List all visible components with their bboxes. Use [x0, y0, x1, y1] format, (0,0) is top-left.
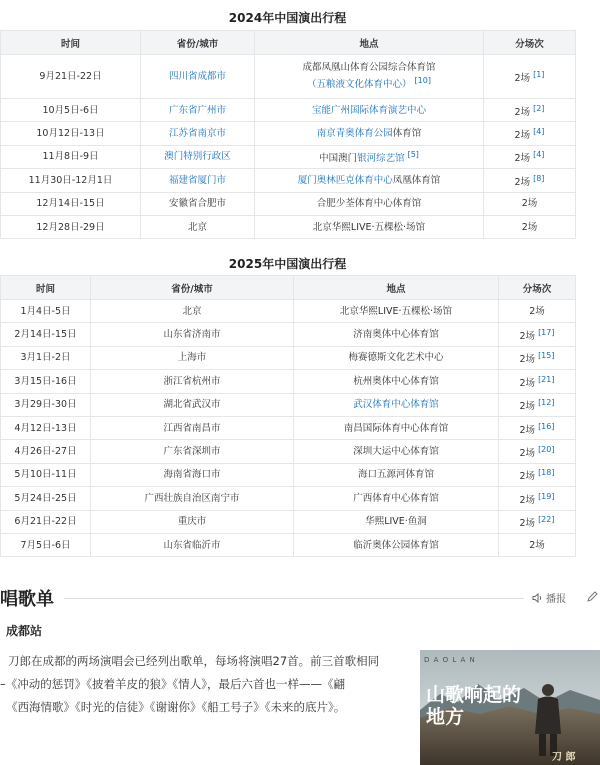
ref-link[interactable]: [15] — [538, 351, 555, 361]
listen-label: 播报 — [546, 594, 566, 605]
count-cell — [499, 393, 576, 416]
venue-link[interactable]: 宝能广州国际体育演艺中心 — [255, 99, 484, 122]
city-cell: 海南省海口市 — [91, 463, 294, 486]
tour-2024-table — [0, 30, 576, 239]
date-cell: 3月1日-2日 — [1, 346, 91, 369]
ref-link[interactable]: [2] — [533, 103, 545, 113]
table-row — [1, 300, 576, 323]
venue-cell: 广西体育中心体育馆 — [294, 487, 499, 510]
table-row — [1, 533, 576, 556]
count-text: 2场 — [519, 424, 536, 436]
venue-link[interactable]: 武汉体育中心体育馆 — [294, 393, 499, 416]
venue-link[interactable]: （五粮液文化体育中心） — [307, 79, 412, 91]
ref-link[interactable]: [8] — [533, 173, 545, 183]
count-text: 2场 — [519, 494, 536, 506]
ref-link[interactable]: [10] — [414, 76, 431, 86]
count-text: 2场 — [514, 73, 531, 85]
count-text: 2场 — [519, 331, 536, 343]
city-cell: 山东省临沂市 — [91, 533, 294, 556]
date-cell: 3月29日-30日 — [1, 393, 91, 416]
table-row — [1, 346, 576, 369]
ref-link[interactable]: [1] — [533, 69, 545, 79]
ref-link[interactable]: [5] — [407, 150, 419, 160]
tour-2025-table — [0, 275, 576, 557]
count-text: 2场 — [519, 377, 536, 389]
table-row — [1, 416, 576, 439]
count-cell: 2场 — [499, 533, 576, 556]
listen-button[interactable] — [532, 590, 566, 605]
table-header-row — [1, 276, 576, 300]
count-cell — [484, 169, 576, 192]
city-cell: 安徽省合肥市 — [141, 192, 255, 215]
venue-cell: 临沂奥体公园体育馆 — [294, 533, 499, 556]
venue-link[interactable]: 南京青奥体育公园 — [316, 128, 393, 140]
para-line: –《冲动的惩罚》《披着羊皮的狼》《情人》，最后六首也一样——《翩 — [0, 677, 345, 691]
venue-cell — [255, 169, 484, 192]
table-row — [1, 169, 576, 192]
caption-2024: 2024年中国演出行程 — [228, 11, 347, 25]
header-count: 分场次 — [499, 276, 576, 300]
ref-link[interactable]: [4] — [533, 150, 545, 160]
city-cell: 北京 — [91, 300, 294, 323]
city-cell: 山东省济南市 — [91, 323, 294, 346]
table-row — [1, 99, 576, 122]
city-cell: 浙江省杭州市 — [91, 370, 294, 393]
city-cell: 重庆市 — [91, 510, 294, 533]
venue-cell: 华熙LIVE·鱼洞 — [294, 510, 499, 533]
date-cell: 12月14日-15日 — [1, 192, 141, 215]
city-link[interactable]: 江苏省南京市 — [141, 122, 255, 145]
header-date: 时间 — [1, 276, 91, 300]
count-cell — [484, 55, 576, 99]
date-cell: 10月5日-6日 — [1, 99, 141, 122]
table-row — [1, 55, 576, 99]
count-cell — [484, 145, 576, 168]
count-cell — [499, 487, 576, 510]
city-cell: 江西省南昌市 — [91, 416, 294, 439]
count-text: 2场 — [514, 176, 531, 188]
venue-text: 成都凤凰山体育公园综合体育馆 — [302, 62, 436, 74]
subsection-title: 成都站 — [6, 624, 43, 638]
venue-cell: 合肥少荃体育中心体育馆 — [255, 192, 484, 215]
date-cell: 11月8日-9日 — [1, 145, 141, 168]
ref-link[interactable]: [19] — [538, 491, 555, 501]
caption-2025: 2025年中国演出行程 — [228, 257, 347, 271]
edit-icon[interactable] — [586, 589, 600, 603]
date-cell: 6月21日-22日 — [1, 510, 91, 533]
venue-link[interactable]: 厦门奥林匹克体育中心 — [297, 174, 393, 186]
venue-cell — [255, 55, 484, 99]
table-header-row — [1, 31, 576, 55]
venue-cell: 南昌国际体育中心体育馆 — [294, 416, 499, 439]
city-link[interactable]: 福建省厦门市 — [141, 169, 255, 192]
venue-cell: 北京华熙LIVE·五棵松·场馆 — [255, 215, 484, 238]
count-cell — [499, 510, 576, 533]
count-cell — [484, 99, 576, 122]
header-venue: 地点 — [255, 31, 484, 55]
header-city: 省份/城市 — [141, 31, 255, 55]
city-cell: 广东省深圳市 — [91, 440, 294, 463]
venue-cell: 济南奥体中心体育馆 — [294, 323, 499, 346]
city-cell: 上海市 — [91, 346, 294, 369]
date-cell: 10月12日-13日 — [1, 122, 141, 145]
count-text: 2场 — [519, 354, 536, 366]
count-cell — [499, 370, 576, 393]
date-cell: 11月30日-12月1日 — [1, 169, 141, 192]
ref-link[interactable]: [20] — [538, 444, 555, 454]
venue-cell: 海口五源河体育馆 — [294, 463, 499, 486]
date-cell: 4月26日-27日 — [1, 440, 91, 463]
count-cell: 2场 — [499, 300, 576, 323]
table-row — [1, 393, 576, 416]
header-city: 省份/城市 — [91, 276, 294, 300]
city-cell: 广西壮族自治区南宁市 — [91, 487, 294, 510]
poster-artist: 刀 郎 — [552, 752, 576, 763]
city-cell: 北京 — [141, 215, 255, 238]
date-cell: 12月28日-29日 — [1, 215, 141, 238]
city-link[interactable]: 四川省成都市 — [141, 55, 255, 99]
speaker-icon — [532, 593, 543, 603]
venue-cell — [255, 122, 484, 145]
count-cell — [484, 122, 576, 145]
venue-cell: 深圳大运中心体育馆 — [294, 440, 499, 463]
count-text: 2场 — [519, 448, 536, 460]
venue-cell — [255, 145, 484, 168]
setlist-section-header — [0, 585, 600, 611]
ref-link[interactable]: [16] — [538, 421, 555, 431]
ref-link[interactable]: [18] — [538, 468, 555, 478]
ref-link[interactable]: [17] — [538, 328, 555, 337]
setlist-paragraph — [0, 650, 408, 719]
city-link[interactable]: 广东省广州市 — [141, 99, 255, 122]
poster-letters: D A O L A N — [424, 656, 476, 664]
venue-cell: 北京华熙LIVE·五棵松·场馆 — [294, 300, 499, 323]
venue-text: 凤凰体育馆 — [392, 174, 441, 186]
date-cell: 7月5日-6日 — [1, 533, 91, 556]
venue-cell: 梅赛德斯文化艺术中心 — [294, 346, 499, 369]
para-line: 《西海情歌》《时光的信徒》《谢谢你》《船工号子》《未来的底片》。 — [6, 700, 346, 714]
city-cell: 湖北省武汉市 — [91, 393, 294, 416]
section-divider — [64, 598, 524, 599]
date-cell: 5月24日-25日 — [1, 487, 91, 510]
table-row — [1, 487, 576, 510]
count-cell: 2场 — [484, 192, 576, 215]
count-cell — [499, 463, 576, 486]
ref-link[interactable]: [21] — [538, 374, 555, 384]
table-row — [1, 192, 576, 215]
date-cell: 9月21日-22日 — [1, 55, 141, 99]
venue-text: 中国澳门 — [319, 153, 358, 165]
ref-link[interactable]: [22] — [538, 515, 555, 525]
section-title: 唱歌单 — [0, 589, 54, 610]
header-venue: 地点 — [294, 276, 499, 300]
venue-cell: 杭州奥体中心体育馆 — [294, 370, 499, 393]
ref-link[interactable]: [4] — [533, 127, 545, 136]
table-row — [1, 440, 576, 463]
count-text: 2场 — [514, 106, 531, 118]
date-cell: 3月15日-16日 — [1, 370, 91, 393]
count-cell — [499, 346, 576, 369]
table-row — [1, 370, 576, 393]
para-line: 刀郎在成都的两场演唱会已经列出歌单，每场将演唱27首。前三首歌相同 — [8, 654, 380, 668]
table-row — [1, 122, 576, 145]
table-row — [1, 145, 576, 168]
table-row — [1, 510, 576, 533]
count-text: 2场 — [519, 471, 536, 483]
date-cell: 5月10日-11日 — [1, 463, 91, 486]
ref-link[interactable]: [12] — [538, 398, 555, 408]
header-count: 分场次 — [484, 31, 576, 55]
table-row — [1, 323, 576, 346]
date-cell: 2月14日-15日 — [1, 323, 91, 346]
count-cell: 2场 — [484, 215, 576, 238]
venue-text: 体育馆 — [392, 128, 422, 140]
count-text: 2场 — [519, 401, 536, 413]
header-date: 时间 — [1, 31, 141, 55]
table-row — [1, 463, 576, 486]
count-text: 2场 — [514, 153, 531, 165]
poster-title: 山歌响起的地方 — [426, 684, 522, 728]
count-cell — [499, 440, 576, 463]
date-cell: 4月12日-13日 — [1, 416, 91, 439]
date-cell: 1月4日-5日 — [1, 300, 91, 323]
table-row — [1, 215, 576, 238]
count-cell — [499, 416, 576, 439]
concert-poster-image[interactable] — [420, 650, 600, 765]
venue-link[interactable]: 银河综艺馆 — [357, 153, 405, 165]
count-cell — [499, 323, 576, 346]
count-text: 2场 — [519, 518, 536, 530]
city-link[interactable]: 澳门特别行政区 — [141, 145, 255, 168]
count-text: 2场 — [514, 130, 531, 142]
